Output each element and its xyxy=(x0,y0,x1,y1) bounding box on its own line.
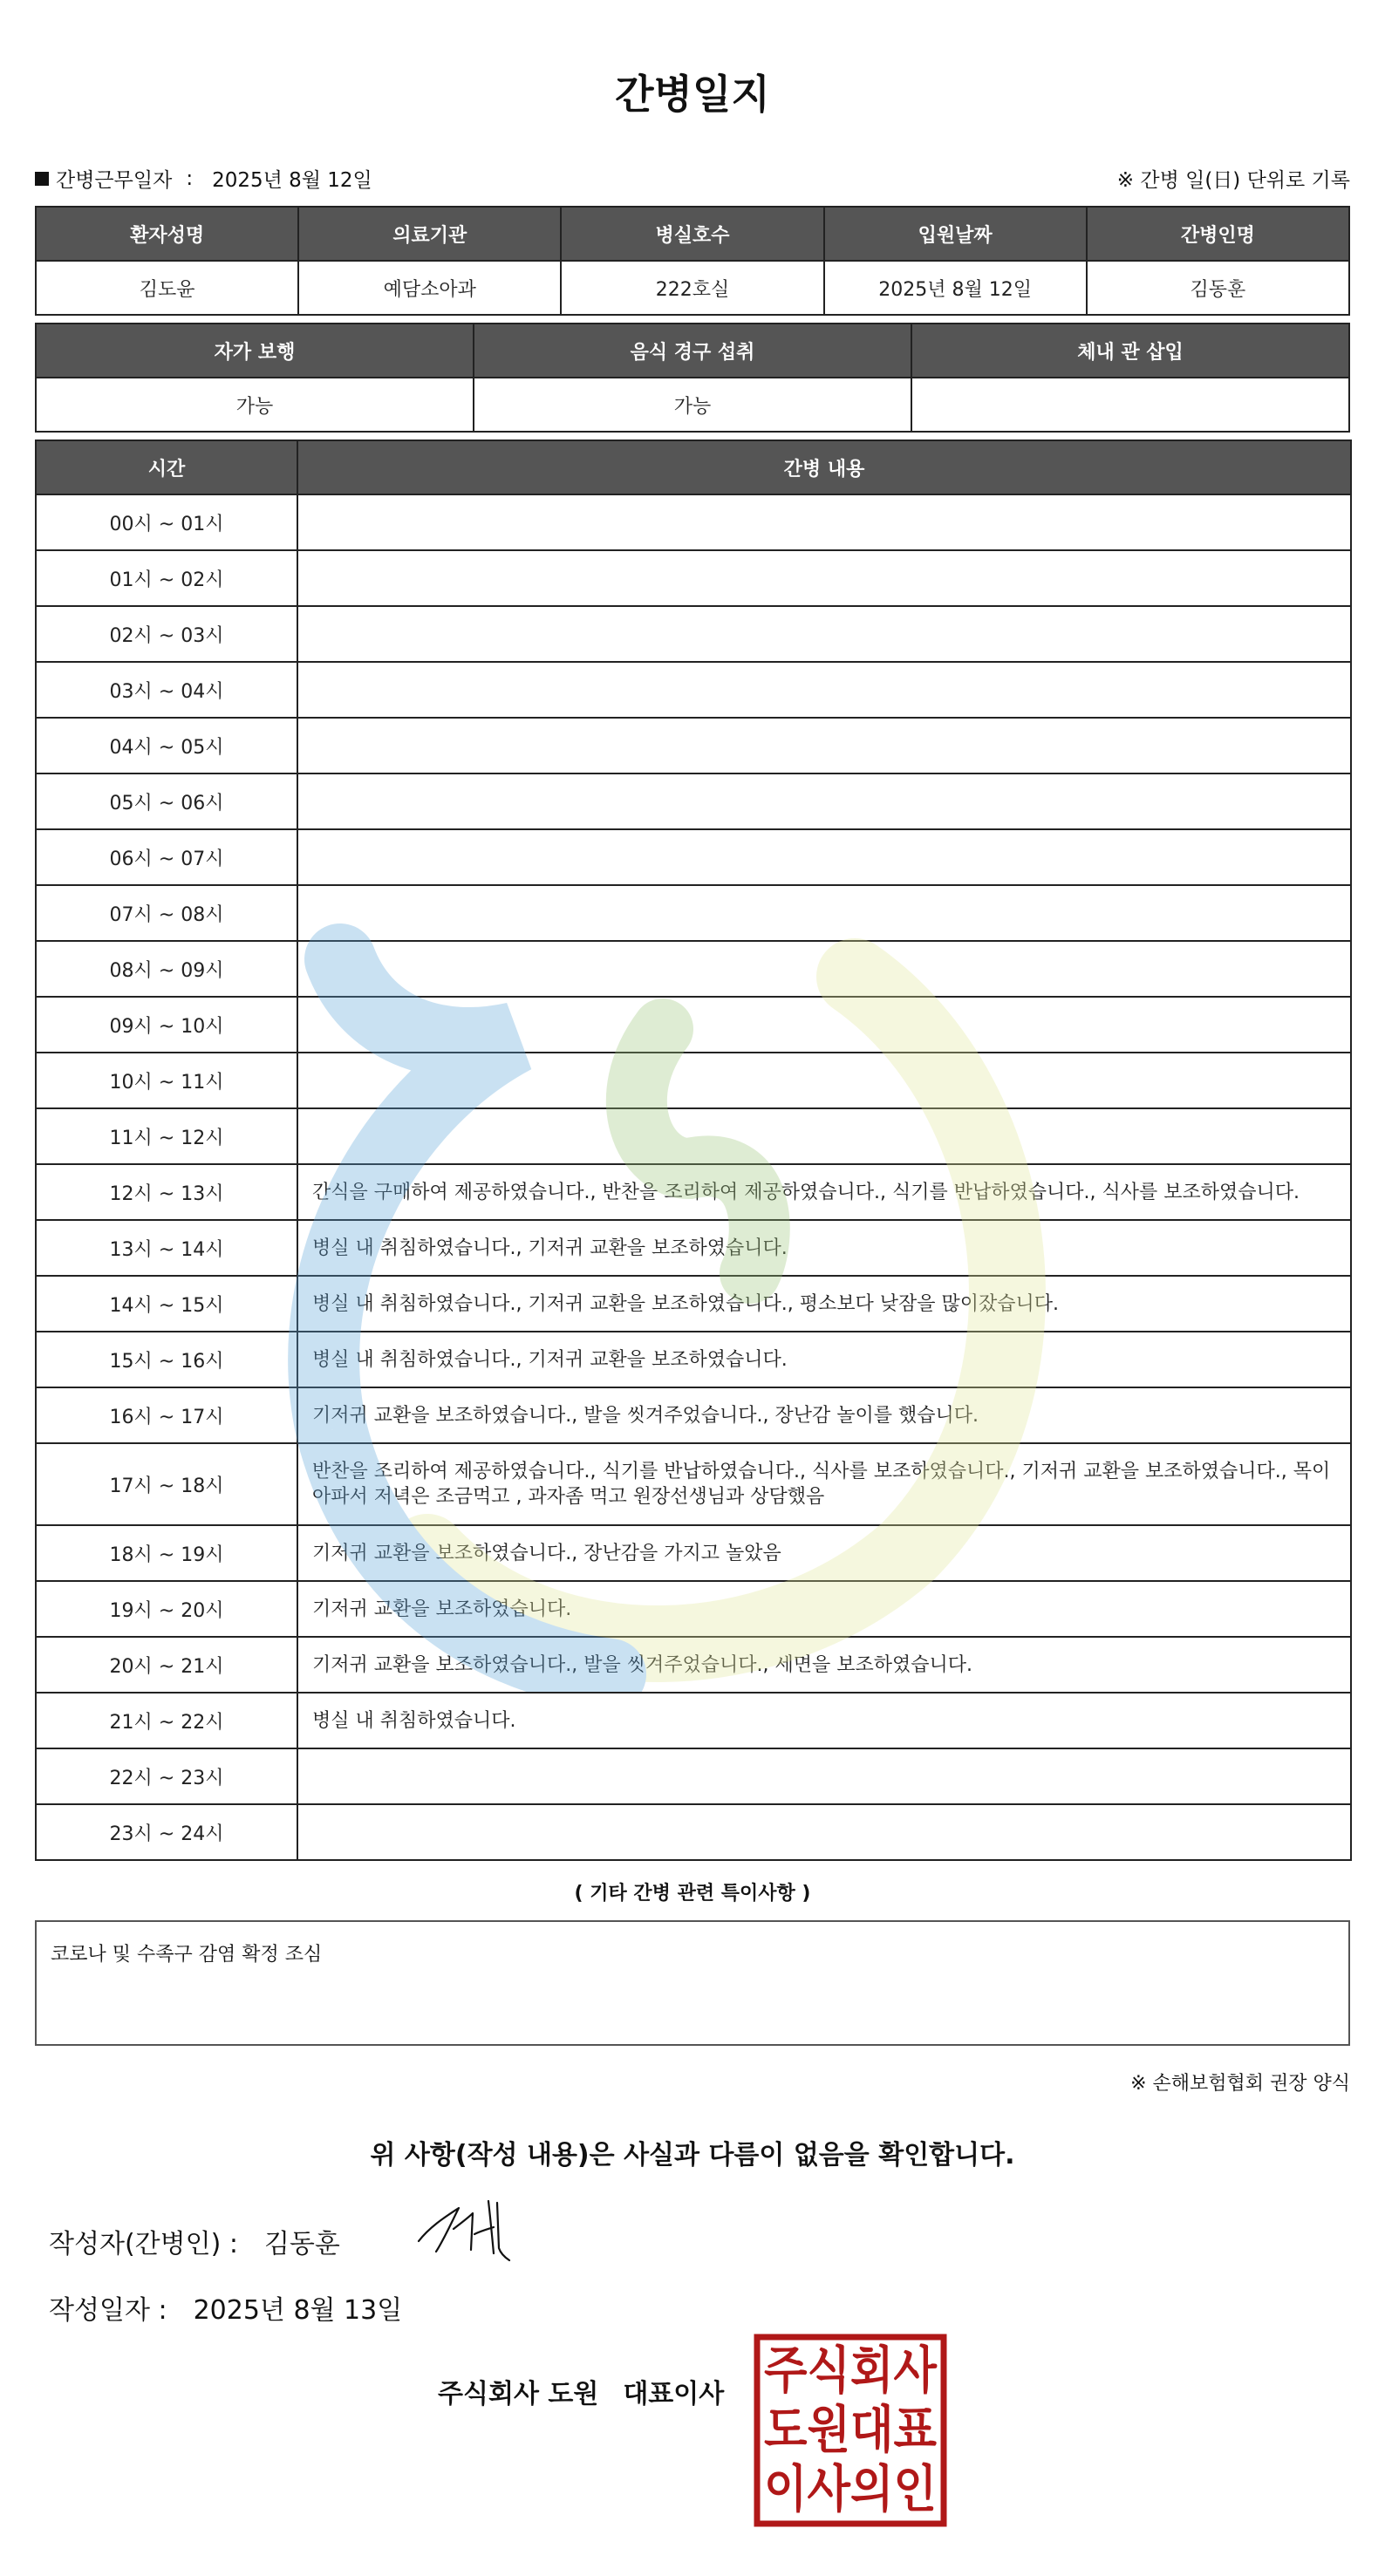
time-slot: 12시 ~ 13시 xyxy=(36,1164,297,1220)
care-log-header-row xyxy=(36,440,1351,494)
care-content xyxy=(297,997,1351,1053)
table-row xyxy=(36,1108,1351,1164)
square-bullet-icon xyxy=(35,172,49,186)
table-row xyxy=(36,1387,1351,1443)
time-slot: 18시 ~ 19시 xyxy=(36,1525,297,1581)
confirmation-statement: 위 사항(작성 내용)은 사실과 다름이 없음을 확인합니다. xyxy=(370,2140,1015,2171)
time-slot: 23시 ~ 24시 xyxy=(36,1804,297,1860)
tube-insertion-value xyxy=(911,378,1349,432)
header-time: 시간 xyxy=(36,440,297,494)
care-content: 기저귀 교환을 보조하였습니다. xyxy=(297,1581,1351,1637)
header-care-content: 간병 내용 xyxy=(297,440,1351,494)
time-slot: 11시 ~ 12시 xyxy=(36,1108,297,1164)
company-seal xyxy=(754,2334,947,2527)
care-content xyxy=(297,494,1351,550)
care-content: 간식을 구매하여 제공하였습니다., 반찬을 조리하여 제공하였습니다., 식기를 반납하였습니다., 식사를 보조하였습니다. xyxy=(297,1164,1351,1220)
patient-info-header-row xyxy=(36,207,1349,261)
room-value: 222호실 xyxy=(561,261,823,315)
seal-line: 도원대표 xyxy=(764,2400,937,2459)
company-line xyxy=(438,2372,724,2410)
header-admission-date: 입원날짜 xyxy=(824,207,1087,261)
written-date-line xyxy=(49,2288,402,2327)
seal-line: 주식회사 xyxy=(764,2341,938,2400)
care-content: 기저귀 교환을 보조하였습니다., 발을 씻겨주었습니다., 세면을 보조하였습니다. xyxy=(297,1637,1351,1693)
care-content: 병실 내 취침하였습니다., 기저귀 교환을 보조하였습니다., 평소보다 낮잠을 많이잤습니다. xyxy=(297,1276,1351,1332)
header-patient-name: 환자성명 xyxy=(36,207,298,261)
status-value-row xyxy=(36,378,1349,432)
oral-intake-value: 가능 xyxy=(474,378,911,432)
table-row xyxy=(36,1443,1351,1525)
time-slot: 22시 ~ 23시 xyxy=(36,1748,297,1804)
self-walking-value: 가능 xyxy=(36,378,474,432)
handwritten-signature xyxy=(413,2196,518,2266)
time-slot: 20시 ~ 21시 xyxy=(36,1637,297,1693)
table-row xyxy=(36,885,1351,941)
time-slot: 17시 ~ 18시 xyxy=(36,1443,297,1525)
time-slot: 09시 ~ 10시 xyxy=(36,997,297,1053)
hospital-value: 예담소아과 xyxy=(298,261,561,315)
time-slot: 13시 ~ 14시 xyxy=(36,1220,297,1276)
care-content xyxy=(297,773,1351,829)
header-oral-intake: 음식 경구 섭취 xyxy=(474,324,911,378)
notes-heading: ( 기타 간병 관련 특이사항 ) xyxy=(574,1883,811,1905)
care-content xyxy=(297,718,1351,773)
care-content xyxy=(297,1108,1351,1164)
care-content xyxy=(297,885,1351,941)
care-content xyxy=(297,606,1351,662)
table-row xyxy=(36,997,1351,1053)
time-slot: 00시 ~ 01시 xyxy=(36,494,297,550)
time-slot: 21시 ~ 22시 xyxy=(36,1693,297,1748)
company-representative: 대표이사 xyxy=(623,2379,725,2409)
care-content: 병실 내 취침하였습니다., 기저귀 교환을 보조하였습니다. xyxy=(297,1220,1351,1276)
table-row xyxy=(36,550,1351,606)
header-hospital: 의료기관 xyxy=(298,207,561,261)
time-slot: 04시 ~ 05시 xyxy=(36,718,297,773)
header-caregiver-name: 간병인명 xyxy=(1087,207,1349,261)
care-content xyxy=(297,1748,1351,1804)
time-slot: 16시 ~ 17시 xyxy=(36,1387,297,1443)
care-content xyxy=(297,662,1351,718)
patient-info-value-row xyxy=(36,261,1349,315)
table-row xyxy=(36,941,1351,997)
caregiver-name-value: 김동훈 xyxy=(1087,261,1349,315)
patient-info-table xyxy=(35,206,1350,316)
care-content xyxy=(297,1053,1351,1108)
care-content: 반찬을 조리하여 제공하였습니다., 식기를 반납하였습니다., 식사를 보조하였습니다., 기저귀 교환을 보조하였습니다., 목이 아파서 저녁은 조금먹고 , 과자좀 먹고 원장선생님과 상담했음 xyxy=(297,1443,1351,1525)
time-slot: 02시 ~ 03시 xyxy=(36,606,297,662)
header-self-walking: 자가 보행 xyxy=(36,324,474,378)
time-slot: 19시 ~ 20시 xyxy=(36,1581,297,1637)
care-content: 기저귀 교환을 보조하였습니다., 발을 씻겨주었습니다., 장난감 놀이를 했습니다. xyxy=(297,1387,1351,1443)
duty-line xyxy=(35,164,1350,190)
care-content: 병실 내 취침하였습니다., 기저귀 교환을 보조하였습니다. xyxy=(297,1332,1351,1387)
care-content: 병실 내 취침하였습니다. xyxy=(297,1693,1351,1748)
time-slot: 10시 ~ 11시 xyxy=(36,1053,297,1108)
notes-box xyxy=(35,1920,1350,2046)
care-content xyxy=(297,829,1351,885)
source-note: ※ 손해보험협회 권장 양식 xyxy=(1130,2073,1350,2095)
care-content xyxy=(297,941,1351,997)
duty-date-value: 2025년 8월 12일 xyxy=(212,169,372,192)
writer-label: 작성자(간병인) : xyxy=(49,2229,238,2259)
care-content: 기저귀 교환을 보조하였습니다., 장난감을 가지고 놀았음 xyxy=(297,1525,1351,1581)
duty-separator: : xyxy=(186,167,194,190)
table-row xyxy=(36,1220,1351,1276)
unit-note: ※ 간병 일(日) 단위로 기록 xyxy=(1116,169,1350,192)
time-slot: 01시 ~ 02시 xyxy=(36,550,297,606)
patient-name-value: 김도윤 xyxy=(36,261,298,315)
table-row xyxy=(36,494,1351,550)
table-row xyxy=(36,1581,1351,1637)
care-content xyxy=(297,550,1351,606)
time-slot: 15시 ~ 16시 xyxy=(36,1332,297,1387)
table-row xyxy=(36,1276,1351,1332)
table-row xyxy=(36,1164,1351,1220)
table-row xyxy=(36,1748,1351,1804)
document-title: 간병일지 xyxy=(615,71,770,118)
time-slot: 06시 ~ 07시 xyxy=(36,829,297,885)
table-row xyxy=(36,1693,1351,1748)
status-header-row xyxy=(36,324,1349,378)
table-row xyxy=(36,1804,1351,1860)
written-date-value: 2025년 8월 13일 xyxy=(193,2295,403,2326)
writer-name: 김동훈 xyxy=(263,2229,340,2259)
time-slot: 05시 ~ 06시 xyxy=(36,773,297,829)
company-name: 주식회사 도원 xyxy=(438,2379,599,2409)
seal-line: 이사의인 xyxy=(764,2459,937,2518)
table-row xyxy=(36,1525,1351,1581)
table-row xyxy=(36,1053,1351,1108)
notes-text: 코로나 및 수족구 감염 확정 조심 xyxy=(51,1944,323,1966)
table-row xyxy=(36,1332,1351,1387)
table-row xyxy=(36,773,1351,829)
writer-line xyxy=(49,2222,340,2260)
table-row xyxy=(36,1637,1351,1693)
admission-date-value: 2025년 8월 12일 xyxy=(824,261,1087,315)
care-content xyxy=(297,1804,1351,1860)
table-row xyxy=(36,829,1351,885)
table-row xyxy=(36,606,1351,662)
time-slot: 14시 ~ 15시 xyxy=(36,1276,297,1332)
table-row xyxy=(36,718,1351,773)
duty-label: 간병근무일자 xyxy=(56,169,173,192)
written-date-label: 작성일자 : xyxy=(49,2295,167,2326)
header-room: 병실호수 xyxy=(561,207,823,261)
time-slot: 03시 ~ 04시 xyxy=(36,662,297,718)
time-slot: 07시 ~ 08시 xyxy=(36,885,297,941)
care-log-table xyxy=(35,440,1352,1861)
duty-date xyxy=(35,164,372,193)
header-tube-insertion: 체내 관 삽입 xyxy=(911,324,1349,378)
patient-status-table xyxy=(35,323,1350,433)
time-slot: 08시 ~ 09시 xyxy=(36,941,297,997)
table-row xyxy=(36,662,1351,718)
